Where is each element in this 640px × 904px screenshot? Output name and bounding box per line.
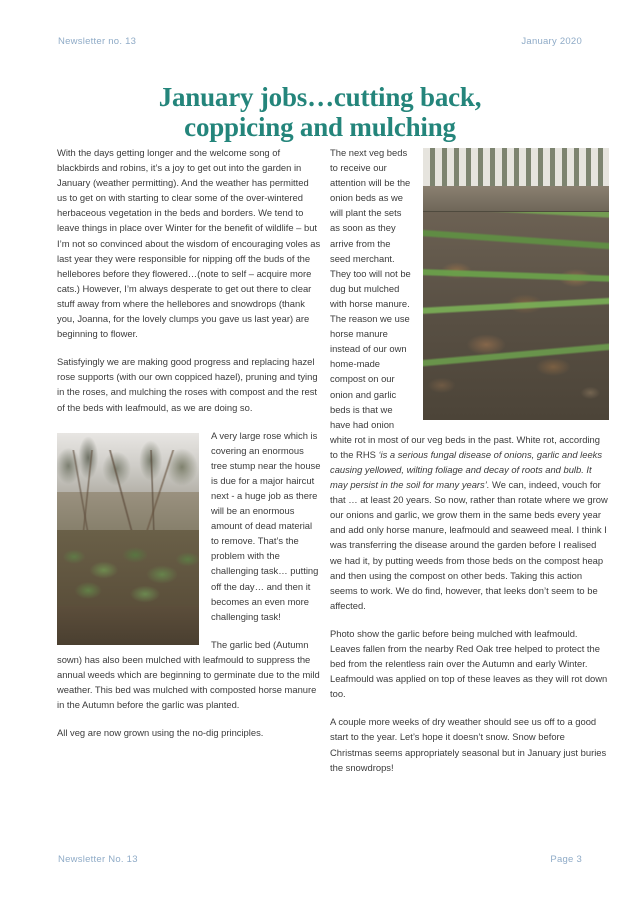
left-paragraph-2: Satisfyingly we are making good progress and replacing hazel rose supports (with our own coppiced hazel), pruning and tying in the roses, and mulching the roses with compost and the rest of the beds with leafmould, as we are doing so. [57, 356, 318, 413]
photo-fence-layer [423, 148, 609, 186]
running-footer [58, 854, 582, 870]
right-paragraph-2: Photo show the garlic before being mulched with leafmould. Leaves fallen from the nearby Red Oak tree helped to protect the bed from the relentless rain over the Autumn and early Winter. Leafmould was applied on top of these leaves as they will rot down too. [330, 627, 608, 700]
photo-bed-edging-layer [423, 183, 609, 211]
footer-page-number: Page 3 [550, 854, 582, 865]
photo-soil-layer [57, 606, 199, 644]
garlic-bed-photo [423, 148, 609, 420]
right-column [330, 145, 609, 845]
header-date: January 2020 [521, 36, 582, 47]
page-title-line-1: January jobs…cutting back, [158, 82, 482, 113]
right-paragraph-1-continued: We can, indeed, vouch for that … at least 20 years. So now, rather than rotate where we grow our onions and garlic, we grow them in the same beds every year and add only horse manure, leafmould and seaweed meal. I think I was transferring the disease around the garden before I realised we had it, by putting weeds from those beds on the compost heap and then using the compost on other beds. Taking this action seems to work. We do find, however, that leeks don’t seem to be affected. [330, 479, 608, 611]
left-paragraph-4: The garlic bed (Autumn sown) has also been mulched with leafmould to suppress the annual weeds which are beginning to germinate due to the mild weather. This bed was mulched with composted horse manure in the Autumn before the garlic was planted. [57, 638, 320, 711]
left-paragraph-1: With the days getting longer and the welcome song of blackbirds and robins, it’s a joy to get out into the garden in January (weather permitting). And the weather has permitted us to get on with starting to clear some of the over-wintered herbaceous vegetation in the beds and borders. We tend to leave things in place over Winter for the benefit of wildlife – but I’m not so convinced about the wisdom of encouraging voles as last year they were responsible for nipping off the buds of the hellebores before they flowered…(note to self – acquire more cats.) However, I’m always desperate to get out there to clear stuff away from where the hellebores and snowdrops (thank you, Joanna, for the lovely clumps you gave us last year) are beginning to flower. [57, 147, 321, 340]
rhs-quotation: ‘is a serious fungal disease of onions, garlic and leeks causing yellowed, wilting foliage and decay of roots and bulb. It may persist in the soil for many years’. [330, 448, 603, 491]
photo-garlic-shoots-layer [423, 192, 609, 388]
right-paragraph-3: A couple more weeks of dry weather should see us off to a good start to the year. Let’s hope it doesn’t snow. Snow before Christmas seems appropriately seasonal but in January just buries the snowdrops! [330, 716, 607, 773]
winter-garden-bed-photo [57, 433, 199, 645]
left-paragraph-3: A very large rose which is covering an enormous tree stump near the house is due for a major haircut next - a huge job as there will be an enormous amount of dead material to remove. That’s the problem with the challenging task… putting off the day… and then it becomes an even more challenging task! [211, 429, 321, 622]
page-title-line-2: coppicing and mulching [184, 112, 456, 143]
page-title [60, 82, 580, 142]
running-header [58, 36, 582, 52]
header-newsletter-number: Newsletter no. 13 [58, 36, 137, 47]
footer-newsletter-number: Newsletter No. 13 [58, 854, 138, 865]
left-paragraph-5: All veg are now grown using the no-dig principles. [57, 727, 264, 739]
right-paragraph-1-lead: The next veg beds to receive our attention will be the onion beds as we will plant the sets as soon as they arrive from the seed merchant. They too will not be dug but mulched with horse manure. The reason we use horse manure instead of our own home-made compost on our onion and garlic beds is that we have had onion white rot in most of our veg beds in the past. White rot, according to the RHS [330, 147, 600, 460]
left-column [57, 145, 321, 845]
